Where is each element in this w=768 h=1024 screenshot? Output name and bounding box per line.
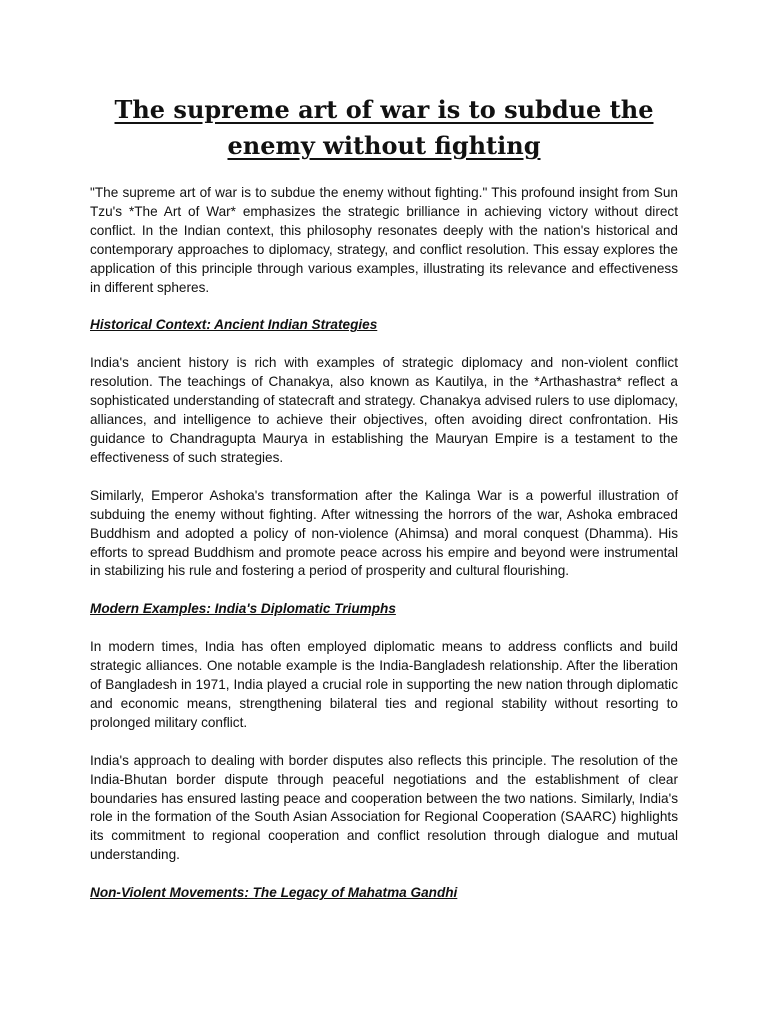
intro-paragraph: "The supreme art of war is to subdue the enemy without fighting." This profound insight from Sun Tzu's *The Art of War* emphasizes the strategic brilliance in achieving victory without direct conflict. In the Indian context, this philosophy resonates deeply with the nation's historical and contemporary approaches to diplomacy, strategy, and conflict resolution. This essay explores the application of this principle through various examples, illustrating its relevance and effectiveness in different spheres. [90,185,678,295]
section-heading-historical-context: Historical Context: Ancient Indian Strategies [90,317,378,333]
section-heading-modern-examples: Modern Examples: India's Diplomatic Triumphs [90,601,396,617]
paragraph-border-disputes: India's approach to dealing with border disputes also reflects this principle. The resolution of the India-Bhutan border dispute through peaceful negotiations and the establishment of clear boundaries has ensured lasting peace and cooperation between the two nations. Similarly, India's role in the formation of the South Asian Association for Regional Cooperation (SAARC) highlights its commitment to regional cooperation and conflict resolution through dialogue and mutual understanding. [90,752,678,863]
paragraph-ashoka: Similarly, Emperor Ashoka's transformation after the Kalinga War is a powerful illustration of subduing the enemy without fighting. After witnessing the horrors of the war, Ashoka embraced Buddhism and adopted a policy of non-violence (Ahimsa) and moral conquest (Dhamma). His efforts to spread Buddhism and promote peace across his empire and beyond were instrumental in stabilizing his rule and fostering a period of prosperity and cultural flourishing. [90,487,678,579]
paragraph-bangladesh: In modern times, India has often employed diplomatic means to address conflicts and build strategic alliances. One notable example is the India-Bangladesh relationship. After the liberation of Bangladesh in 1971, India played a crucial role in supporting the new nation through diplomatic and economic means, strengthening bilateral ties and regional stability without resorting to prolonged military conflict. [90,639,678,730]
section-heading-non-violent-movements: Non-Violent Movements: The Legacy of Mahatma Gandhi [90,885,458,901]
paragraph-chanakya: India's ancient history is rich with examples of strategic diplomacy and non-violent conflict resolution. The teachings of Chanakya, also known as Kautilya, in the *Arthashastra* reflect a sophisticated understanding of statecraft and strategy. Chanakya advised rulers to use diplomacy, alliances, and intelligence to achieve their objectives, often avoiding direct confrontation. His guidance to Chandragupta Maurya in establishing the Mauryan Empire is a testament to the effectiveness of such strategies. [90,355,678,465]
document-title: The supreme art of war is to subdue the enemy without fighting [114,95,654,160]
